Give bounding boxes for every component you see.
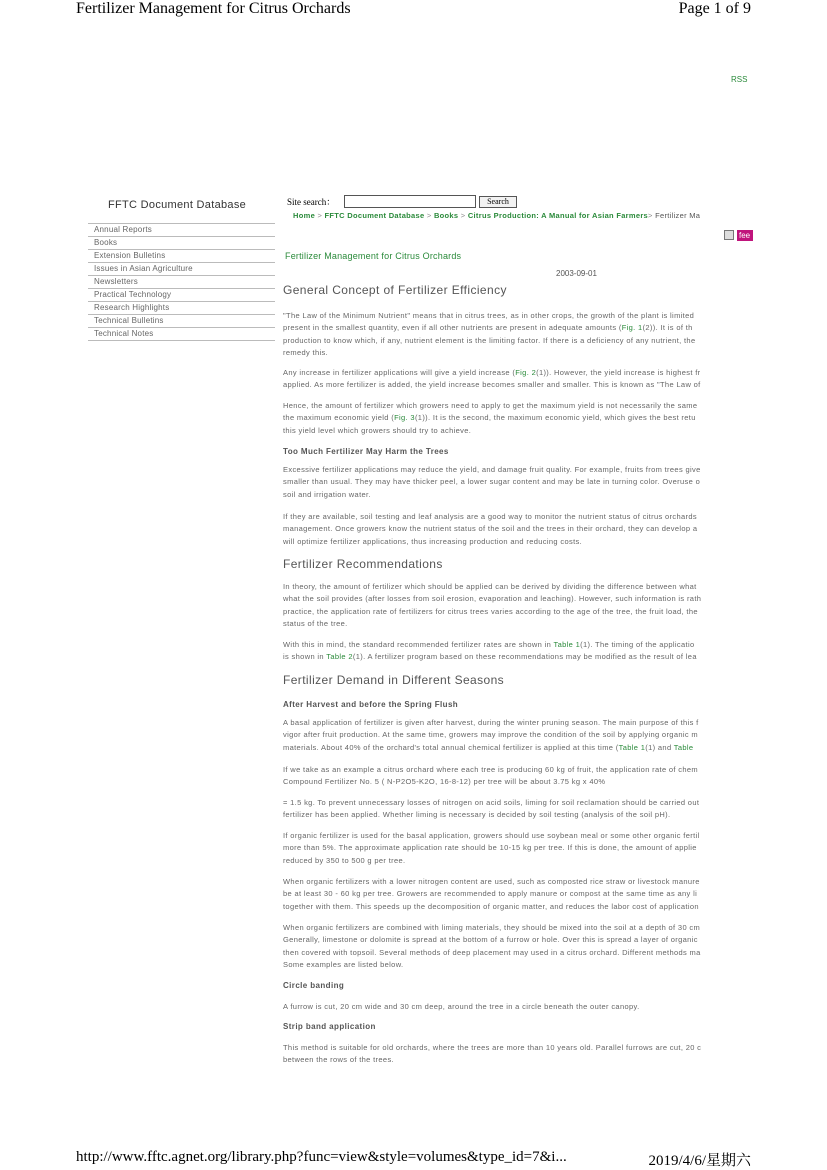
document-title: Fertilizer Management for Citrus Orchards bbox=[285, 251, 462, 261]
text-line: A basal application of fertilizer is given after harvest, during the winter pruning season. The main purpose of this f bbox=[283, 718, 699, 727]
text-line: together with them. This speeds up the decomposition of organic matter, and reduces the labor cost of application bbox=[283, 901, 699, 911]
text-line: be at least 30 - 60 kg per tree. Growers are recommended to apply manure or compost at the same time as any li bbox=[283, 889, 698, 899]
text-line: more than 5%. The approximate application rate should be 10-15 kg per tree. If this is done, the amount of applie bbox=[283, 843, 697, 853]
text-span: materials. About 40% of the orchard's total annual chemical fertilizer is applied at this time ( bbox=[283, 742, 619, 752]
text-line: smaller than usual. They may have thicker peel, a lower sugar content and may be late in turning color. Overuse o bbox=[283, 477, 701, 487]
print-footer bbox=[0, 1149, 827, 1169]
rss-link[interactable]: RSS bbox=[731, 75, 748, 84]
sidebar-item-research-highlights[interactable]: Research Highlights bbox=[88, 302, 275, 315]
text-line: production to know which, if any, nutrient element is the limiting factor. If there is a deficiency of any nutrient, the bbox=[283, 335, 696, 345]
paragraph bbox=[283, 1001, 751, 1013]
paragraph bbox=[283, 1042, 751, 1067]
text-line: reduced by 350 to 500 g per tree. bbox=[283, 855, 406, 865]
paragraph bbox=[283, 764, 751, 789]
breadcrumb-book[interactable]: Citrus Production: A Manual for Asian Farmers bbox=[467, 211, 649, 220]
print-header bbox=[0, 0, 827, 24]
text-line: In theory, the amount of fertilizer which should be applied can be derived by dividing the difference between what bbox=[283, 582, 697, 591]
paragraph bbox=[283, 797, 751, 822]
figure-link[interactable]: Fig. 1 bbox=[621, 323, 643, 333]
paragraph bbox=[283, 639, 751, 664]
text-line: applied. As more fertilizer is added, the yield increase becomes smaller and smaller. This is known as "The Law of bbox=[283, 380, 701, 390]
section-heading: Fertilizer Recommendations bbox=[283, 557, 443, 571]
text-span: (2)). It is of th bbox=[642, 323, 693, 333]
breadcrumb bbox=[293, 211, 751, 220]
sidebar-menu bbox=[88, 223, 275, 341]
paragraph bbox=[283, 310, 751, 359]
search-button[interactable]: Search bbox=[479, 196, 517, 208]
paragraph bbox=[283, 464, 751, 501]
table-link[interactable]: Table 1 bbox=[618, 742, 646, 752]
text-line: If they are available, soil testing and leaf analysis are a good way to monitor the nutrient status of citrus orchards bbox=[283, 512, 697, 521]
text-line: = 1.5 kg. To prevent unnecessary losses of nitrogen on acid soils, liming for soil reclamation should be carried out bbox=[283, 798, 700, 807]
sidebar-item-extension-bulletins[interactable]: Extension Bulletins bbox=[88, 250, 275, 263]
section-heading: General Concept of Fertilizer Efficiency bbox=[283, 283, 507, 297]
section-heading: Fertilizer Demand in Different Seasons bbox=[283, 673, 505, 687]
sidebar-item-practical-technology[interactable]: Practical Technology bbox=[88, 289, 275, 302]
figure-link[interactable]: Fig. 2 bbox=[515, 368, 537, 377]
text-span: the maximum economic yield ( bbox=[283, 413, 395, 423]
sidebar-item-technical-bulletins[interactable]: Technical Bulletins bbox=[88, 315, 275, 328]
text-line: soil and irrigation water. bbox=[283, 489, 371, 499]
paragraph bbox=[283, 400, 751, 437]
text-line: Some examples are listed below. bbox=[283, 959, 404, 969]
sidebar-item-books[interactable]: Books bbox=[88, 237, 275, 250]
print-footer-date: 2019/4/6/星期六 bbox=[648, 1153, 751, 1169]
sidebar-title: FFTC Document Database bbox=[108, 199, 247, 211]
text-line: Excessive fertilizer applications may reduce the yield, and damage fruit quality. For example, fruits from trees give bbox=[283, 465, 701, 474]
text-line: A furrow is cut, 20 cm wide and 30 cm deep, around the tree in a circle beneath the outer canopy. bbox=[283, 1002, 640, 1011]
table-link[interactable]: Table bbox=[673, 742, 694, 752]
paragraph bbox=[283, 581, 751, 630]
paragraph bbox=[283, 717, 751, 754]
text-line: This method is suitable for old orchards, where the trees are more than 10 years old. Parallel furrows are cut, 20 c bbox=[283, 1043, 702, 1052]
search-input[interactable] bbox=[344, 195, 476, 208]
subsection-heading: Strip band application bbox=[283, 1022, 376, 1031]
subsection-heading: After Harvest and before the Spring Flush bbox=[283, 700, 459, 709]
printer-icon[interactable] bbox=[724, 230, 734, 240]
article bbox=[283, 251, 751, 1071]
paragraph bbox=[283, 876, 751, 913]
print-header-title: Fertilizer Management for Citrus Orchards bbox=[76, 0, 351, 17]
text-line bbox=[283, 651, 751, 663]
figure-link[interactable]: Fig. 3 bbox=[394, 413, 415, 423]
text-line: fertilizer has been applied. Whether liming is necessary is decided by soil testing (analysis of the soil pH). bbox=[283, 810, 671, 820]
text-line: vigor after fruit production. At the same time, growers may improve the condition of the soil by applying organic m bbox=[283, 730, 699, 740]
sidebar-item-annual-reports[interactable]: Annual Reports bbox=[88, 224, 275, 237]
breadcrumb-current: Fertilizer Ma bbox=[655, 211, 701, 220]
subsection-heading: Too Much Fertilizer May Harm the Trees bbox=[283, 447, 449, 456]
text-line bbox=[283, 322, 751, 334]
paragraph bbox=[283, 511, 751, 548]
text-line: Generally, limestone or dolomite is spread at the bottom of a furrow or hole. Over this is spread a layer of organic bbox=[283, 935, 698, 945]
breadcrumb-home[interactable]: Home bbox=[293, 211, 316, 220]
text-line: between the rows of the trees. bbox=[283, 1055, 394, 1065]
document-date: 2003-09-01 bbox=[556, 269, 597, 278]
breadcrumb-separator: > bbox=[317, 211, 323, 220]
text-span: (1)). It is the second, the maximum economic yield, which gives the best retu bbox=[414, 413, 696, 423]
sidebar-item-issues-asian-agriculture[interactable]: Issues in Asian Agriculture bbox=[88, 263, 275, 276]
text-line bbox=[283, 412, 751, 424]
text-line: status of the tree. bbox=[283, 618, 348, 628]
text-span: present in the smallest quantity, even if all other nutrients are present in adequate amounts ( bbox=[283, 323, 622, 333]
breadcrumb-books[interactable]: Books bbox=[433, 211, 459, 220]
text-line: remedy this. bbox=[283, 347, 329, 357]
text-line bbox=[283, 367, 751, 379]
text-span: (1). A fertilizer program based on these recommendations may be modified as the result of lea bbox=[352, 652, 697, 662]
breadcrumb-database[interactable]: FFTC Document Database bbox=[324, 211, 425, 220]
sidebar-item-newsletters[interactable]: Newsletters bbox=[88, 276, 275, 289]
text-line: Compound Fertilizer No. 5 ( N-P2O5-K2O, 16-8-12) per tree will be about 3.75 kg x 40% bbox=[283, 777, 606, 787]
sidebar-item-technical-notes[interactable]: Technical Notes bbox=[88, 328, 275, 341]
text-line: this yield level which growers should try to achieve. bbox=[283, 425, 472, 435]
search-label: Site search： bbox=[287, 197, 336, 207]
text-line: will optimize fertilizer applications, thus increasing production and reducing costs. bbox=[283, 536, 583, 546]
text-line: then covered with topsoil. Several methods of deep placement may used in a citrus orchard. Different methods ma bbox=[283, 947, 701, 957]
text-line: When organic fertilizers are combined with liming materials, they should be mixed into the soil at a depth of 30 cm bbox=[283, 923, 701, 932]
feed-button[interactable]: fee bbox=[737, 230, 753, 241]
paragraph bbox=[283, 830, 751, 867]
paragraph bbox=[283, 922, 751, 971]
text-line bbox=[283, 742, 751, 754]
text-span: Any increase in fertilizer applications will give a yield increase ( bbox=[283, 368, 516, 377]
text-line: "The Law of the Minimum Nutrient" means that in citrus trees, as in other crops, the growth of the plant is limited bbox=[283, 311, 695, 320]
text-line: Hence, the amount of fertilizer which growers need to apply to get the maximum yield is not necessarily the same bbox=[283, 401, 698, 410]
text-line: management. Once growers know the nutrient status of the soil and the trees in their orchard, they can develop a bbox=[283, 524, 698, 534]
text-span: (1). The timing of the applicatio bbox=[580, 640, 695, 649]
text-line: When organic fertilizers with a lower nitrogen content are used, such as composted rice straw or livestock manure bbox=[283, 877, 700, 886]
text-span: With this in mind, the standard recommended fertilizer rates are shown in bbox=[283, 640, 554, 649]
paragraph bbox=[283, 367, 751, 392]
print-header-page: Page 1 of 9 bbox=[678, 0, 751, 17]
breadcrumb-separator: > bbox=[460, 211, 466, 220]
text-span: (1) and bbox=[645, 742, 674, 752]
table-link[interactable]: Table 2 bbox=[326, 652, 353, 662]
text-line: what the soil provides (after losses from soil erosion, evaporation and leaching). However, such information is rath bbox=[283, 594, 702, 604]
text-line: practice, the application rate of fertilizers for citrus trees varies according to the age of the tree, the fruit load, the bbox=[283, 606, 698, 616]
text-line bbox=[283, 639, 751, 651]
text-span: (1)). However, the yield increase is highest fr bbox=[536, 368, 701, 377]
text-span: is shown in bbox=[283, 652, 327, 662]
text-line: If organic fertilizer is used for the basal application, growers should use soybean meal or some other organic fertil bbox=[283, 831, 700, 840]
table-link[interactable]: Table 1 bbox=[553, 640, 581, 649]
text-line: If we take as an example a citrus orchard where each tree is producing 60 kg of fruit, the application rate of chem bbox=[283, 765, 699, 774]
breadcrumb-separator: > bbox=[648, 211, 653, 220]
subsection-heading: Circle banding bbox=[283, 981, 345, 990]
breadcrumb-separator: > bbox=[426, 211, 432, 220]
print-footer-url: http://www.fftc.agnet.org/library.php?func=view&style=volumes&type_id=7&i... bbox=[76, 1149, 567, 1165]
